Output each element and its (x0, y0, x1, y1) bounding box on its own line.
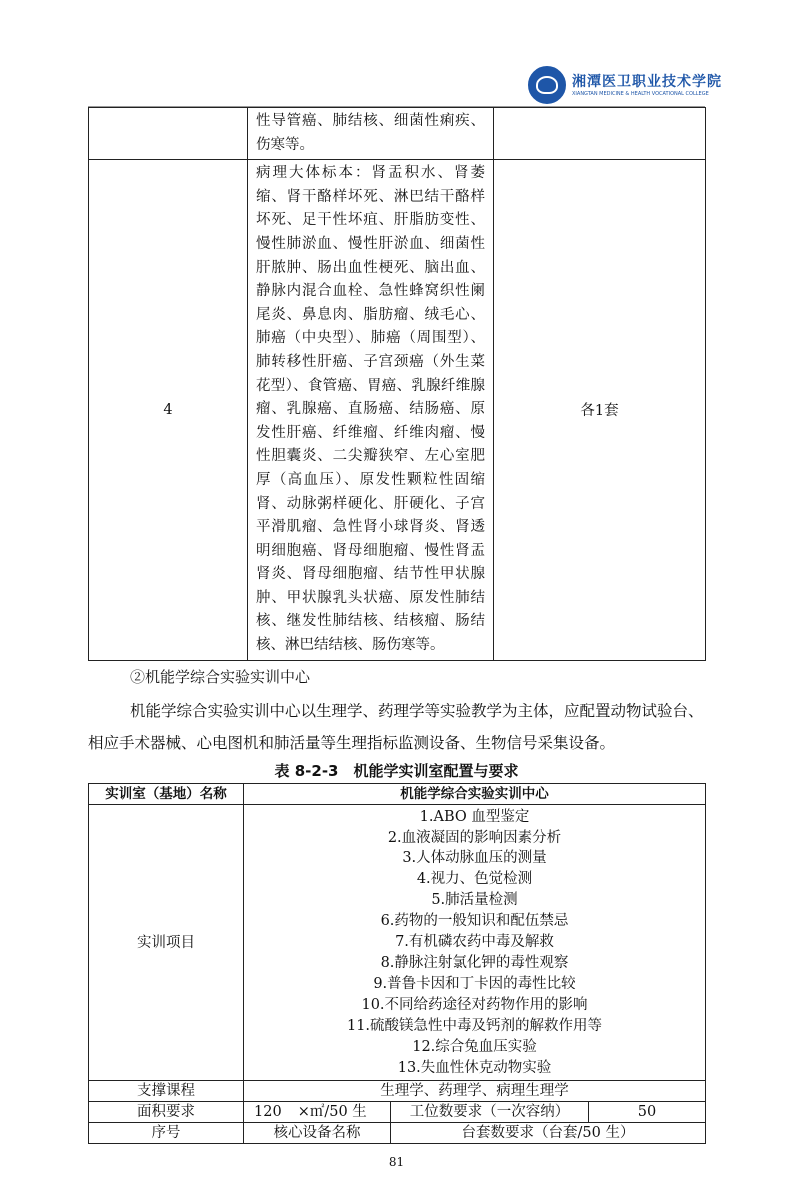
header-name-value: 机能学综合实验实训中心 (244, 783, 706, 804)
table-row (89, 1081, 706, 1102)
specimen-table (88, 107, 706, 661)
page-number: 81 (388, 1155, 405, 1170)
project-item: 12.综合兔血压实验 (412, 1038, 537, 1055)
project-item: 10.不同给药途径对药物作用的影响 (361, 996, 588, 1013)
logo-cn: 湘潭医卫职业技术学院 (572, 73, 722, 90)
table-row (89, 160, 706, 660)
courses-label: 支撑课程 (89, 1081, 244, 1102)
area-label: 面积要求 (89, 1102, 244, 1123)
table-header-row (89, 783, 706, 804)
project-item: 11.硫酸镁急性中毒及钙剂的解救作用等 (346, 1017, 603, 1034)
logo-en: XIANGTAN MEDICINE & HEALTH VOCATIONAL COLLEGE (572, 90, 709, 97)
project-item: 9.普鲁卡因和丁卡因的毒性比较 (373, 975, 576, 992)
stations-value: 50 (589, 1102, 706, 1123)
row-number: 4 (89, 160, 248, 660)
table-row (89, 1123, 706, 1144)
college-logo (528, 66, 722, 104)
equip-label: 核心设备名称 (244, 1123, 391, 1144)
project-item: 8.静脉注射氯化钾的毒性观察 (380, 955, 569, 971)
area-cell (244, 1102, 391, 1123)
projects-label: 实训项目 (89, 804, 244, 1081)
table-row (89, 804, 706, 1081)
qty-label: 台套数要求（台套/50 生） (391, 1123, 706, 1144)
project-item: 5.肺活量检测 (431, 892, 518, 909)
stations-label: 工位数要求（一次容纳） (391, 1102, 589, 1123)
project-item: 7.有机磷农药中毒及解救 (395, 934, 554, 951)
project-item: 3.人体动脉血压的测量 (402, 850, 547, 867)
college-seal-icon (528, 66, 566, 104)
section-caption: ②机能学综合实验实训中心 (130, 667, 311, 686)
table-title: 表 8-2-3 机能学实训室配置与要求 (274, 761, 519, 780)
body-paragraph: 机能学综合实验实训中心以生理学、药理学等实验教学为主体，应配置动物试验台、相应手术器械、心电图机和肺活量等生理指标监测设备、生物信号采集设备。 (88, 701, 704, 752)
area-value: 120 (254, 1104, 282, 1121)
table-row (89, 108, 706, 160)
seq-label: 序号 (89, 1123, 244, 1144)
table-row (89, 1102, 706, 1123)
courses-value: 生理学、药理学、病理生理学 (244, 1081, 706, 1102)
project-item: 6.药物的一般知识和配伍禁忌 (380, 913, 569, 930)
header-name-label: 实训室（基地）名称 (89, 783, 244, 804)
projects-list (244, 804, 706, 1081)
lab-config-table (88, 783, 706, 1145)
quantity: 各1套 (494, 160, 706, 660)
specimen-desc: 病理大体标本：肾盂积水、肾萎缩、肾干酪样坏死、淋巴结干酪样坏死、足干性坏疽、肝脂肪变性、慢性肺淤血、慢性肝淤血、细菌性肝脓肿、肠出血性梗死、脑出血、静脉内混合血栓、急性蜂窝织性阑尾炎、鼻息肉、脂肪瘤、绒毛心、肺癌（中央型）、肺癌（周围型）、肺转移性肝癌、子宫颈癌（外生菜花型）、食管癌、胃癌、乳腺纤维腺瘤、乳腺癌、直肠癌、结肠癌、原发性肝癌、纤维瘤、纤维肉瘤、慢性胆囊炎、二尖瓣狭窄、左心室肥厚（高血压）、原发性颗粒性固缩肾、动脉粥样硬化、肝硬化、子宫平滑肌瘤、急性肾小球肾炎、肾透明细胞癌、肾母细胞瘤、慢性肾盂肾炎、肾母细胞瘤、结节性甲状腺肿、甲状腺乳头状癌、原发性肺结核、继发性肺结核、结核瘤、肠结核、淋巴结结核、肠伤寒等。 (248, 160, 494, 660)
specimen-desc: 性导管癌、肺结核、细菌性痢疾、伤寒等。 (248, 108, 494, 160)
area-unit: ×㎡/50 生 (297, 1104, 367, 1121)
project-item: 4.视力、色觉检测 (416, 871, 533, 888)
project-item: 2.血液凝固的影响因素分析 (387, 829, 562, 846)
project-item: 13.失血性休克动物实验 (397, 1059, 552, 1076)
project-item: 1.ABO 血型鉴定 (419, 808, 530, 825)
